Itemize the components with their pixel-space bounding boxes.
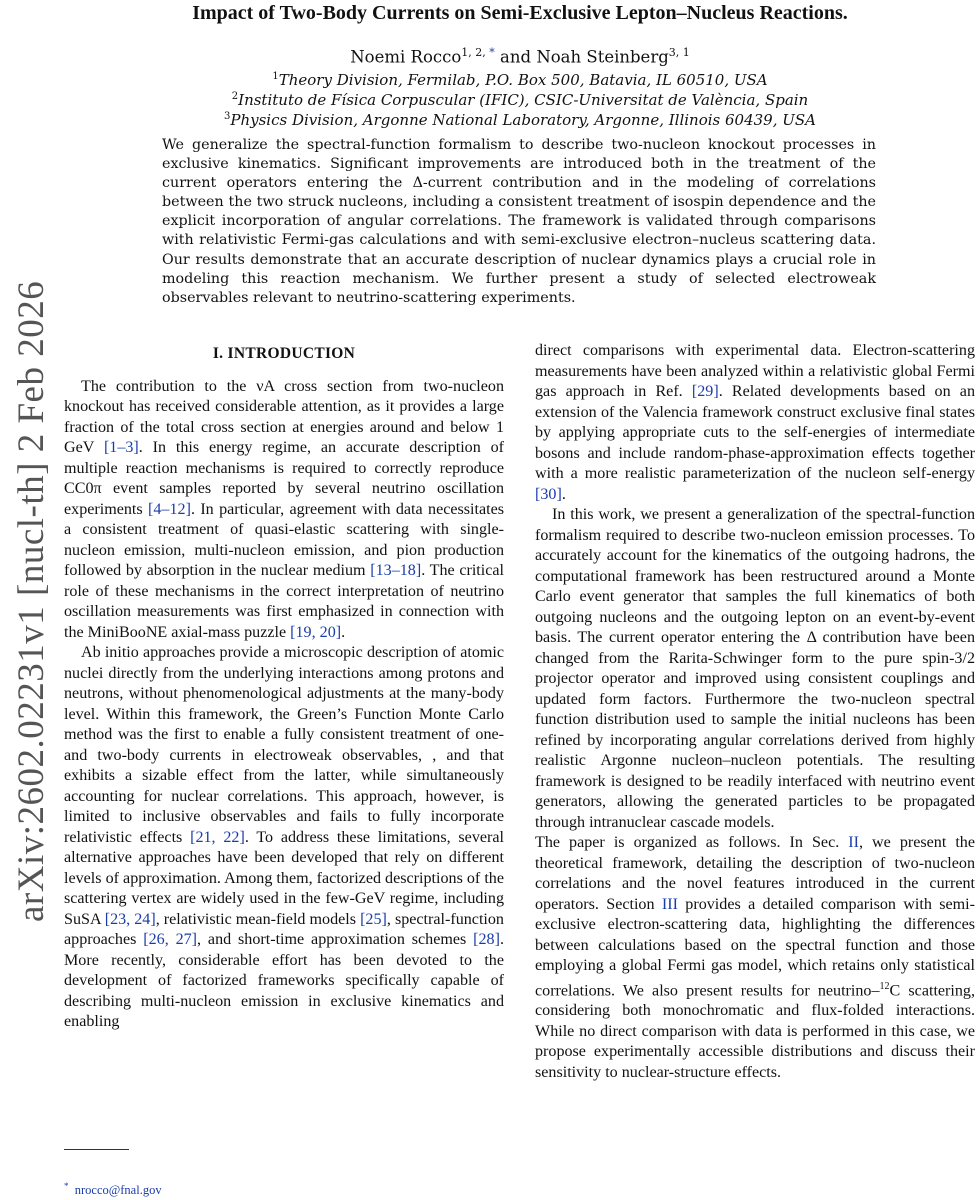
citation-link[interactable]: [1–3] (103, 439, 139, 456)
citation-link[interactable]: [23, 24] (104, 910, 156, 928)
author-list (64, 42, 976, 69)
author-conjunction: and (500, 47, 532, 67)
citation-link[interactable]: [25] (360, 910, 387, 928)
left-column (64, 344, 504, 1033)
section-heading: I. INTRODUCTION (212, 345, 356, 362)
email-link[interactable]: nrocco@fnal.gov (74, 1183, 162, 1198)
footnote-link[interactable]: * (489, 46, 495, 59)
citation-link[interactable]: [19, 20] (290, 623, 342, 641)
paragraph: In this work, we present a generalization of the spectral-function formalism required to describe two-nucleon emission processes. To accurately account for the kinematics of the outgoing hadrons, the computational framework has been restructured around a Monte Carlo event generator that samples the full kinematics of both outgoing nucleons and the outgoing lepton on an event-by-event basis. The current operator entering the Δ contribution have been changed from the Rarita-Schwinger form to the pure spin-3/2 projector operator and improved using consistent couplings and updated form factors. Furthermore the two-nucleon spectral function distribution used to sample the initial nucleons has been refined by incorporating angular correlations derived from highly realistic Argonne nucleon–nucleon potentials. The resulting framework is designed to be readily interfaced with neutrino event generators, allowing the generated particles to be propagated through intranuclear cascade models. (535, 506, 975, 831)
citation-link[interactable]: [30] (535, 485, 562, 503)
paragraph: Ab initio approaches provide a microscopic description of atomic nuclei directly from the underlying interactions among protons and neutrons, without phenomenological adjustments at the many-body level. Within this framework, the Green’s Function Monte Carlo method was the first to enable a fully consistent treatment of one- and two-body currents in electroweak observables, , and that exhibits a sizable effect from the latter, while simultaneously accounting for nuclear correlations. This approach, however, is limited to inclusive observables and fails to fully incorporate relativistic effects [21, 22]. To address these limitations, several alternative approaches have been developed that rely on different levels of approximation. Among them, factorized descriptions of the scattering vertex are widely used in the few-GeV regime, including SuSA [23, 24], relativistic mean-field models [25], spectral-function approaches [26, 27], and short-time approximation schemes [28]. More recently, considerable effort has been devoted to the development of factorized frameworks specifically capable of describing multi-nucleon emission in exclusive kinematics and enabling (64, 644, 504, 1030)
section-link[interactable]: III (661, 895, 678, 913)
author-name: Noah Steinberg (536, 47, 669, 67)
citation-link[interactable]: [28] (473, 931, 500, 948)
right-column (535, 341, 975, 1083)
affiliation: $^2$Instituto de Física Corpuscular (IFIC), CSIC-Universitat de València, Spain (231, 91, 809, 109)
arxiv-identifier: arXiv:2602.02231v1 [nucl-th] 2 Feb 2026 (11, 280, 52, 922)
citation-link[interactable]: [4–12] (148, 500, 191, 518)
citation-link[interactable]: [26, 27] (143, 931, 198, 948)
footnote (64, 1178, 162, 1198)
affiliation: $^1$Theory Division, Fermilab, P.O. Box 500, Batavia, IL 60510, USA (272, 71, 768, 89)
author-affil-sup: 3, 1 (668, 46, 690, 59)
paragraph: The contribution to the νA cross section from two-nucleon knockout has received considerable attention, as it provides a large fraction of the total cross section at energies around and below 1 GeV [1–3]. In this energy regime, an accurate description of multiple reaction mechanisms is required to correctly reproduce CC0π event samples reported by several neutrino oscillation experiments [4–12]. In particular, agreement with data necessitates a consistent treatment of quasi-elastic scattering with single-nucleon emission, multi-nucleon emission, and pion production followed by absorption in the nuclear medium [13–18]. The critical role of these mechanisms in the correct interpretation of neutrino oscillation measurements was first emphasized in connection with the MiniBooNE axial-mass puzzle [19, 20]. (64, 377, 504, 641)
paragraph: direct comparisons with experimental data. Electron-scattering measurements have been analyzed within a relativistic global Fermi gas approach in Ref. [29]. Related developments based on an extension of the Valencia framework construct exclusive final states by applying appropriate cuts to the self-energies of intermediate bosons and include random-phase-approximation effects together with a more realistic parameterization of the nucleon self-energy [30]. (535, 342, 975, 503)
footnote-mark: * (64, 1181, 69, 1191)
citation-link[interactable]: [21, 22] (190, 828, 245, 846)
affiliation: $^3$Physics Division, Argonne National Laboratory, Argonne, Illinois 60439, USA (223, 111, 817, 129)
author-affil-sup: 1, 2, (461, 46, 490, 59)
citation-link[interactable]: [29] (691, 383, 719, 400)
author-name: Noemi Rocco (350, 47, 462, 67)
section-link[interactable]: II (848, 834, 859, 851)
citation-link[interactable]: [13–18] (370, 562, 422, 579)
footnote-rule (64, 1149, 129, 1150)
mass-number-sup: 12 (879, 980, 890, 992)
paper-title: Impact of Two-Body Currents on Semi-Exclusive Lepton–Nucleus Reactions. (192, 2, 848, 24)
abstract: We generalize the spectral-function formalism to describe two-nucleon knockout processes in exclusive kinematics. Significant improvements are introduced both in the treatment of the current operators entering the Δ-current contribution and in the modeling of correlations between the two struck nucleons, including a consistent treatment of isospin dependence and the explicit incorporation of angular correlations. The framework is validated through comparisons with relativistic Fermi-gas calculations and with semi-exclusive electron–nucleus scattering data. Our results demonstrate that an accurate description of nuclear dynamics plays a crucial role in modeling this reaction mechanism. We further present a study of selected electroweak observables relevant to neutrino-scattering experiments. (162, 137, 876, 306)
paragraph: The paper is organized as follows. In Sec. II, we present the theoretical framework, detailing the description of two-nucleon correlations and the novel features introduced in the current operators. Section III provides a detailed comparison with semi-exclusive electron-scattering data, highlighting the differences between calculations based on the spectral function and those employing a global Fermi gas model, which retains only statistical correlations. We also present results for neutrino–$^{12}$C scattering, considering both monochromatic and flux-folded interactions. While no direct comparison with data is performed in this case, we propose experimentally accessible distributions and discuss their sensitivity to nuclear-structure effects. (535, 834, 976, 1081)
